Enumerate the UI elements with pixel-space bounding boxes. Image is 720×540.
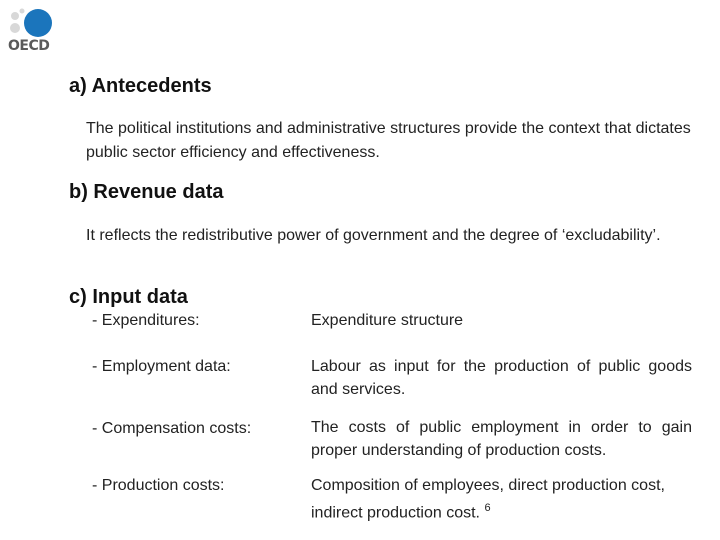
heading-revenue-data: b) Revenue data	[69, 181, 224, 203]
heading-antecedents: a) Antecedents	[69, 75, 212, 97]
production-costs-text: Composition of employees, direct production cost, indirect production cost.	[311, 477, 665, 522]
input-row-label: - Compensation costs:	[92, 420, 252, 437]
oecd-logo	[8, 8, 58, 56]
heading-input-data: c) Input data	[69, 286, 188, 308]
input-row-label: - Employment data:	[92, 358, 231, 375]
input-row-desc	[311, 474, 692, 524]
input-row-label: - Expenditures:	[92, 312, 200, 329]
input-row-label: - Production costs:	[92, 477, 225, 494]
input-row-desc: Labour as input for the production of public goods and services.	[311, 358, 692, 398]
oecd-logo-icon	[8, 8, 58, 40]
input-row-desc: The costs of public employment in order to gain proper understanding of production costs.	[311, 419, 692, 459]
input-row-desc: Expenditure structure	[311, 312, 464, 329]
antecedents-text: The political institutions and administrative structures provide the context that dictates public sector efficiency and effectiveness.	[86, 120, 691, 161]
footnote-marker: 6	[484, 502, 491, 514]
logo-text: OECD	[8, 38, 50, 54]
revenue-data-text: It reflects the redistributive power of government and the degree of ‘excludability’.	[86, 227, 661, 244]
